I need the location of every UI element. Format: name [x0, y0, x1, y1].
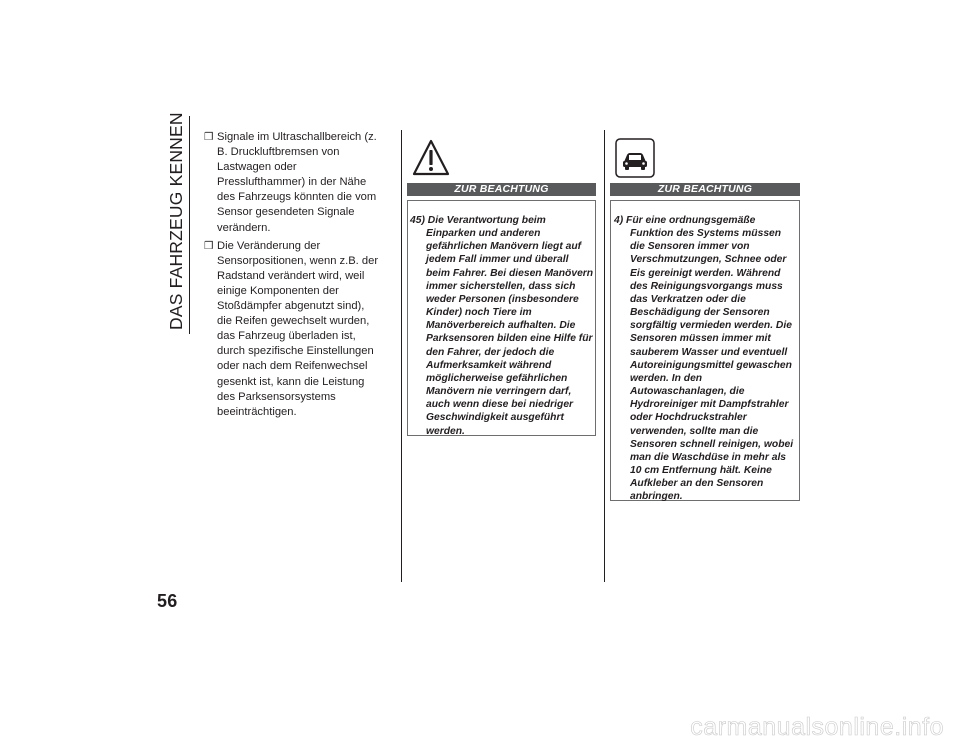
- caution-heading: ZUR BEACHTUNG: [610, 183, 800, 196]
- checkbox-bullet-icon: ❒: [204, 239, 214, 252]
- caution-text: [614, 214, 798, 503]
- list-item: [204, 239, 382, 420]
- list-item: [204, 130, 382, 236]
- warning-heading: ZUR BEACHTUNG: [407, 183, 596, 196]
- car-caution-icon: [615, 138, 655, 178]
- list-item-text: Signale im Ultraschallbereich (z. B. Druckluftbremsen von Lastwagen oder Presslufthammer) in der Nähe des Fahrzeugs könnten die vom Sensor gesendeten Signale verändern.: [217, 131, 377, 234]
- warning-body: Die Verantwortung beim Einparken und anderen gefährlichen Manövern liegt auf jedem Fall immer und überall beim Fahrer. Bei diesen Manövern immer sicherstellen, dass sich weder Personen (insbesondere Kinder) noch Tiere im Manöverbereich aufhalten. Die Parksensoren bilden eine Hilfe für den Fahrer, der jedoch die Aufmerksamkeit während möglicherweise gefährlichen Manövern nie verringern darf, auch wenn diese bei niedriger Geschwindigkeit ausgeführt werden.: [426, 215, 594, 437]
- page-number: 56: [157, 591, 178, 611]
- chapter-divider: [189, 116, 190, 334]
- warning-number: 45): [410, 215, 425, 226]
- column-divider-right: [604, 130, 605, 582]
- chapter-title: DAS FAHRZEUG KENNEN: [166, 112, 186, 330]
- warning-text: [410, 214, 594, 438]
- checkbox-bullet-icon: ❒: [204, 131, 214, 143]
- caution-body: Für eine ordnungsgemäße Funktion des Systems müssen die Sensoren immer von Verschmutzungen, Schnee oder Eis gereinigt werden. Während des Reinigungsvorgangs muss das Verkratzen oder die Beschädigung der Sensoren sorgfältig vermieden werden. Die Sensoren müssen immer mit sauberem Wasser und eventuell Autoreinigungsmittel gewaschen werden. In den Autowaschanlagen, die Hydroreiniger mit Dampfstrahler oder Hochdruckstrahler verwenden, sollte man die Sensoren schnell reinigen, wobei man die Waschdüse in mehr als 10 cm Entfernung hält. Keine Aufkleber an den Sensoren anbringen.: [626, 215, 794, 503]
- body-column: [204, 130, 382, 423]
- list-item-text: Die Veränderung der Sensorpositionen, wenn z.B. der Radstand verändert wird, weil einige Komponenten der Stoßdämpfer abgenutzt sind), die Reifen gewechselt wurden, das Fahrzeug überladen ist, durch spezifische Einstellungen oder nach dem Reifenwechsel gesenkt ist, kann die Leistung des Parksensorsystems beeinträchtigen.: [217, 239, 379, 418]
- caution-number: 4): [614, 215, 624, 226]
- exclamation-triangle-icon: [411, 138, 451, 178]
- watermark: carmanualsonline.info: [690, 713, 944, 741]
- column-divider-left: [401, 130, 402, 582]
